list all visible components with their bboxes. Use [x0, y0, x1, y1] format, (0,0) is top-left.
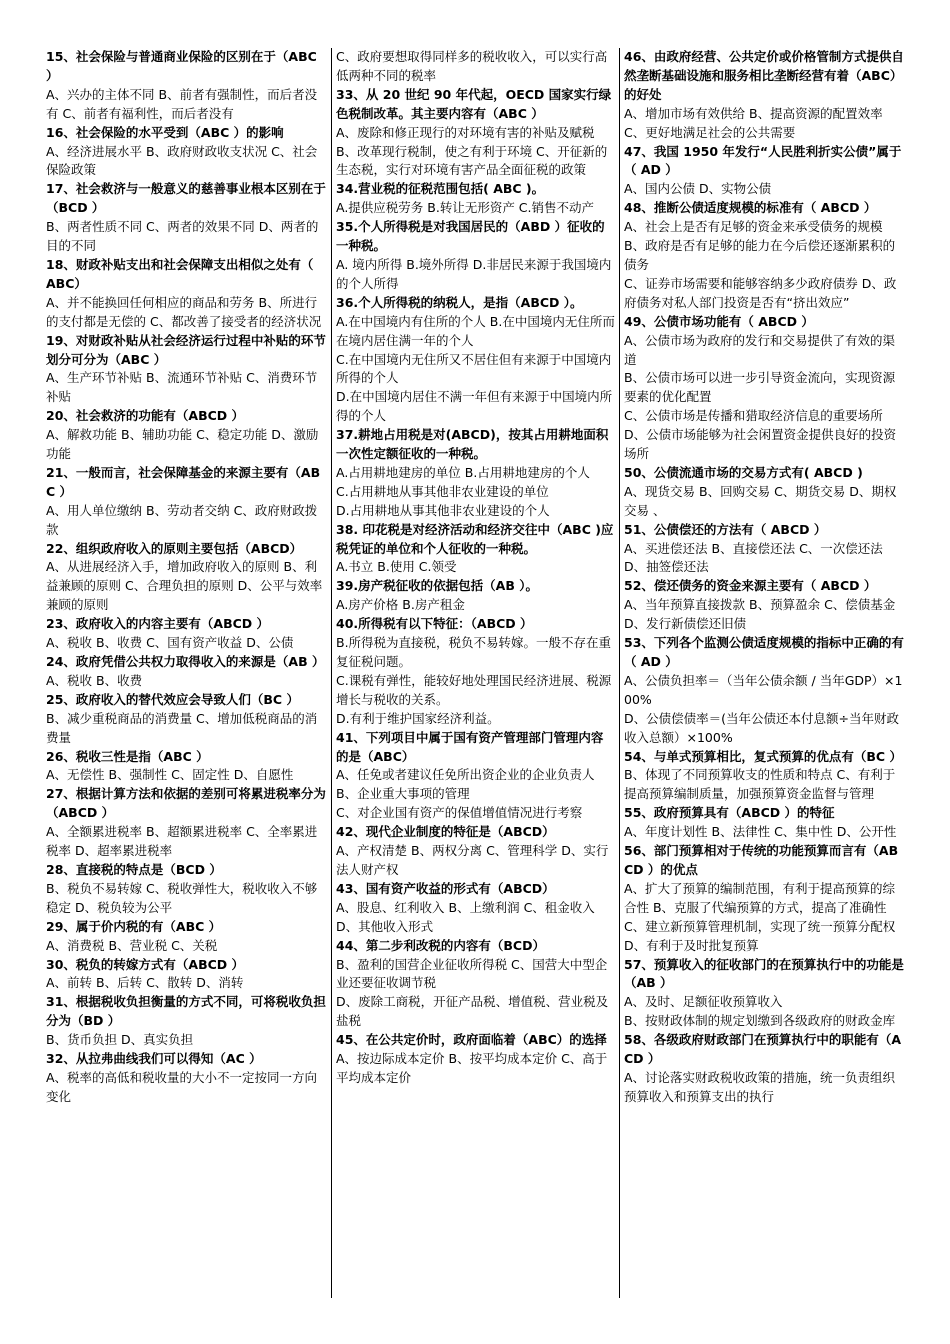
answer-options: A、从进展经济入手，增加政府收入的原则 B、利益兼顾的原则 C、合理负担的原则 D、公平与效率兼顾的原则 [46, 559, 323, 613]
column-left [42, 48, 331, 1298]
answer-options: D、废除工商税，开征产品税、增值税、营业税及盐税 [336, 994, 609, 1029]
answer-options: A、经济进展水平 B、政府财政收支状况 C、社会保险政策 [46, 143, 318, 178]
question-title: 50、公债流通市场的交易方式有( ABCD ) [624, 464, 863, 480]
answer-options: A、税率的高低和税收量的大小不一定按同一方向变化 [46, 1069, 318, 1104]
answer-options: B、两者性质不同 C、两者的效果不同 D、两者的目的不同 [46, 219, 319, 254]
question-item [624, 143, 905, 200]
question-title: 53、下列各个监测公债适度规模的指标中正确的有（ AD ） [624, 635, 904, 669]
question-item [624, 956, 905, 1032]
answer-options: A、当年预算直接拨款 B、预算盈余 C、偿债基金 D、发行新债偿还旧债 [624, 597, 896, 632]
answer-options: B.所得税为直接税，税负不易转嫁。一般不存在重复征税问题。 [336, 635, 612, 669]
answer-options: A.占用耕地建房的单位 B.占用耕地建房的个人 [336, 464, 590, 480]
answer-options: A.书立 B.使用 C.领受 [336, 559, 457, 575]
answer-options: A、扩大了预算的编制范围，有利于提高预算的综合性 B、克服了代编预算的方式，提高了准确性 [624, 880, 896, 915]
question-title: 27、根据计算方法和依据的差别可将累进税率分为（ABCD ） [46, 786, 326, 821]
answer-options: A、解救功能 B、辅助功能 C、稳定功能 D、激励功能 [46, 427, 319, 462]
question-title: 23、政府收入的内容主要有（ABCD ） [46, 616, 269, 632]
question-item [624, 199, 905, 312]
question-item [46, 653, 327, 691]
question-title: 36.个人所得税的纳税人，是指（ABCD ）。 [336, 294, 583, 310]
question-item [46, 861, 327, 918]
question-title: 39.房产税征收的依据包括（AB ）。 [336, 578, 538, 594]
answer-options: A、增加市场有效供给 B、提高资源的配置效率 C、更好地满足社会的公共需要 [624, 105, 883, 140]
answer-options: D.在中国境内居住不满一年但有来源于中国境内所得的个人 [336, 389, 613, 424]
question-item [46, 748, 327, 786]
question-title: 37.耕地占用税是对(ABCD)，按其占用耕地面积一次性定额征收的一种税。 [336, 427, 609, 462]
question-title: 25、政府收入的替代效应会导致人们（BC ） [46, 691, 299, 707]
answer-options: C.占用耕地从事其他非农业建设的单位 [336, 483, 549, 499]
answer-options: A、现货交易 B、回购交易 C、期货交易 D、期权交易 、 [624, 483, 897, 518]
question-item [46, 956, 327, 994]
question-title: 54、与单式预算相比，复式预算的优点有（BC ） [624, 748, 902, 764]
answer-options: A.房产价格 B.房产租金 [336, 597, 465, 613]
question-title: 26、税收三性是指（ABC ） [46, 748, 209, 764]
question-item [46, 332, 327, 408]
question-item [336, 426, 615, 521]
question-title: 17、社会救济与一般意义的慈善事业根本区别在于（BCD ） [46, 181, 326, 216]
question-title: 18、财政补贴支出和社会保障支出相似之处有（ ABC） [46, 256, 314, 291]
question-item [336, 86, 615, 181]
question-item [46, 48, 327, 124]
question-title: 44、第二步利改税的内容有（BCD） [336, 937, 545, 953]
answer-options: C、公债市场是传播和猎取经济信息的重要场所 D、公债市场能够为社会闲置资金提供良好的投资场所 [624, 408, 897, 462]
answer-options: B、公债市场可以进一步引导资金流向，实现资源要素的优化配置 [624, 370, 896, 405]
answer-options: A、国内公债 D、实物公债 [624, 181, 772, 197]
question-item [336, 294, 615, 426]
question-item [46, 464, 327, 540]
question-item [46, 918, 327, 956]
answer-options: A、兴办的主体不同 B、前者有强制性，而后者没有 C、前者有福利性，而后者没有 [46, 86, 318, 121]
question-item [46, 256, 327, 332]
answer-options: A、用人单位缴纳 B、劳动者交纳 C、政府财政拨款 [46, 502, 318, 537]
answer-options: A、全额累进税率 B、超额累进税率 C、全率累进税率 D、超率累进税率 [46, 824, 318, 859]
answer-options: A、按边际成本定价 B、按平均成本定价 C、高于平均成本定价 [336, 1051, 608, 1085]
question-item [336, 577, 615, 615]
question-item [624, 804, 905, 842]
question-item [624, 464, 905, 521]
question-title: 33、从 20 世纪 90 年代起，OECD 国家实行绿色税制改革。其主要内容有（ABC ） [336, 86, 612, 121]
answer-options: A.在中国境内有住所的个人 B.在中国境内无住所而在境内居住满一年的个人 [336, 313, 615, 348]
answer-options: B、货币负担 D、真实负担 [46, 1032, 194, 1048]
answer-options: A、税收 B、收费 C、国有资产收益 D、公债 [46, 635, 294, 651]
question-title: 31、根据税收负担衡量的方式不同，可将税收负担分为（BD ） [46, 994, 326, 1029]
question-title: 32、从拉弗曲线我们可以得知（AC ） [46, 1051, 262, 1067]
answer-options: A、消费税 B、营业税 C、关税 [46, 937, 218, 953]
question-title: 58、各级政府财政部门在预算执行中的职能有（ACD ） [624, 1032, 902, 1067]
question-item [336, 1031, 615, 1088]
question-item [336, 180, 615, 218]
question-item [624, 521, 905, 578]
answer-options: A、公债负担率＝（当年公债余额 / 当年GDP）×100% [624, 672, 903, 707]
answer-options: C、政府要想取得同样多的税收收入，可以实行高低两种不同的税率 [336, 49, 608, 83]
question-title: 30、税负的转嫁方式有（ABCD ） [46, 956, 244, 972]
column-right [620, 48, 909, 1298]
answer-options: B、盈利的国营企业征收所得税 C、国营大中型企业还要征收调节税 [336, 956, 608, 991]
question-title: 52、偿还债务的资金来源主要有（ ABCD ） [624, 578, 877, 594]
question-title: 41、下列项目中属于国有资产管理部门管理内容的是（ABC） [336, 729, 604, 764]
question-title: 56、部门预算相对于传统的功能预算而言有（ABCD ）的优点 [624, 843, 899, 877]
question-title: 20、社会救济的功能有（ABCD ） [46, 408, 244, 424]
answer-options: A、废除和修正现行的对环境有害的补贴及赋税 B、改革现行税制，使之有利于环境 C、开征新的生态税，实行对环境有害产品全面征税的政策 [336, 124, 608, 178]
question-title: 21、一般而言，社会保障基金的来源主要有（ABC ） [46, 464, 321, 499]
question-item [336, 615, 615, 728]
answer-options: C.课税有弹性，能较好地处理国民经济进展、税源增长与税收的关系。 [336, 672, 612, 707]
question-item [624, 577, 905, 634]
question-item [624, 48, 905, 143]
question-title: 48、推断公债适度规模的标准有（ ABCD ） [624, 200, 877, 216]
answer-options: A、任免或者建议任免所出资企业的企业负责人 [336, 767, 595, 783]
question-title: 57、预算收入的征收部门的在预算执行中的功能是（AB ） [624, 956, 904, 991]
question-title: 15、社会保险与普通商业保险的区别在于（ABC ） [46, 49, 317, 83]
question-title: 40.所得税有以下特征：（ABCD ） [336, 616, 533, 632]
question-item [46, 785, 327, 861]
question-item [336, 823, 615, 880]
answer-options: A、股息、红利收入 B、上缴利润 C、租金收入 D、其他收入形式 [336, 899, 595, 934]
answer-options: C、证券市场需要和能够容纳多少政府债券 D、政府债务对私人部门投资是否有“挤出效应” [624, 275, 897, 310]
answer-options: A、公债市场为政府的发行和交易提供了有效的渠道 [624, 332, 896, 367]
answer-options: D.占用耕地从事其他非农业建设的个人 [336, 502, 550, 518]
answer-options: B、税负不易转嫁 C、税收弹性大，税收收入不够稳定 D、税负较为公平 [46, 880, 318, 915]
question-title: 35.个人所得税是对我国居民的（ABD ）征收的一种税。 [336, 219, 605, 254]
question-item [46, 124, 327, 181]
question-item [336, 48, 615, 86]
answer-options: B、按财政体制的规定划缴到各级政府的财政金库 [624, 1013, 896, 1029]
answer-options: A.提供应税劳务 B.转让无形资产 C.销售不动产 [336, 200, 595, 216]
question-item [46, 407, 327, 464]
question-item [46, 540, 327, 616]
question-title: 46、由政府经营、公共定价或价格管制方式提供自然垄断基础设施和服务相比垄断经营有着（ABC）的好处 [624, 49, 904, 102]
answer-options: B、体现了不同预算收支的性质和特点 C、有利于提高预算编制质量，加强预算资金监督与管理 [624, 767, 896, 802]
document-page [42, 48, 910, 1298]
question-item [336, 880, 615, 937]
question-item [624, 634, 905, 747]
answer-options: A、前转 B、后转 C、散转 D、消转 [46, 975, 244, 991]
answer-options: D.有利于维护国家经济利益。 [336, 710, 500, 726]
answer-options: A、产权清楚 B、两权分离 C、管理科学 D、实行法人财产权 [336, 843, 609, 877]
question-item [46, 691, 327, 748]
answer-options: B、减少重税商品的消费量 C、增加低税商品的消费量 [46, 710, 318, 745]
answer-options: C、对企业国有资产的保值增值情况进行考察 [336, 805, 583, 821]
question-title: 42、现代企业制度的特征是（ABCD） [336, 824, 555, 840]
answer-options: A. 境内所得 B.境外所得 D.非居民来源于我国境内的个人所得 [336, 256, 612, 291]
answer-options: A、讨论落实财政税收政策的措施，统一负责组织预算收入和预算支出的执行 [624, 1069, 896, 1104]
question-title: 55、政府预算具有（ABCD ）的特征 [624, 805, 835, 821]
question-item [624, 842, 905, 955]
answer-options: A、买进偿还法 B、直接偿还法 C、一次偿还法 D、抽签偿还法 [624, 540, 883, 575]
question-item [336, 937, 615, 1032]
question-title: 22、组织政府收入的原则主要包括（ABCD） [46, 540, 303, 556]
question-title: 45、在公共定价时，政府面临着（ABC）的选择 [336, 1032, 607, 1048]
question-title: 24、政府凭借公共权力取得收入的来源是（AB ） [46, 654, 325, 669]
answer-options: C、建立新预算管理机制，实现了统一预算分配权 D、有利于及时批复预算 [624, 918, 896, 953]
question-title: 29、属于价内税的有（ABC ） [46, 918, 222, 934]
question-item [336, 218, 615, 294]
question-title: 49、公债市场功能有（ ABCD ） [624, 313, 814, 329]
question-title: 34.营业税的征税范围包括( ABC )。 [336, 181, 545, 197]
answer-options: B、企业重大事项的管理 [336, 786, 470, 802]
answer-options: A、生产环节补贴 B、流通环节补贴 C、消费环节补贴 [46, 370, 318, 405]
question-item [46, 993, 327, 1050]
answer-options: A、年度计划性 B、法律性 C、集中性 D、公开性 [624, 824, 897, 840]
answer-options: A、及时、足额征收预算收入 [624, 994, 783, 1010]
question-item [624, 313, 905, 464]
answer-options: A、社会上是否有足够的资金来承受债务的规模 B、政府是否有足够的能力在今后偿还逐渐累积的债务 [624, 219, 896, 272]
answer-options: C.在中国境内无住所又不居住但有来源于中国境内所得的个人 [336, 351, 612, 386]
question-item [46, 180, 327, 256]
column-middle [331, 48, 620, 1298]
question-item [46, 1050, 327, 1107]
question-item [624, 1031, 905, 1107]
question-item [336, 729, 615, 824]
question-title: 16、社会保险的水平受到（ABC ）的影响 [46, 124, 284, 140]
answer-options: A、并不能换回任何相应的商品和劳务 B、所进行的支付都是无偿的 C、都改善了接受者的经济状况 [46, 294, 322, 329]
answer-options: D、公债偿债率＝(当年公债还本付息额÷当年财政收入总额）×100% [624, 710, 899, 745]
answer-options: A、税收 B、收费 [46, 672, 143, 688]
question-title: 43、国有资产收益的形式有（ABCD） [336, 880, 555, 896]
question-title: 19、对财政补贴从社会经济运行过程中补贴的环节划分可分为（ABC ） [46, 332, 326, 367]
answer-options: A、无偿性 B、强制性 C、固定性 D、自愿性 [46, 767, 294, 783]
question-title: 28、直接税的特点是（BCD ） [46, 861, 222, 877]
question-item [624, 748, 905, 805]
question-title: 38. 印花税是对经济活动和经济交往中（ABC )应税凭证的单位和个人征收的一种税。 [336, 521, 614, 556]
question-title: 47、我国 1950 年发行“人民胜利折实公债”属于（ AD ） [624, 143, 902, 178]
question-item [46, 615, 327, 653]
question-item [336, 521, 615, 578]
question-title: 51、公债偿还的方法有（ ABCD ） [624, 521, 827, 537]
